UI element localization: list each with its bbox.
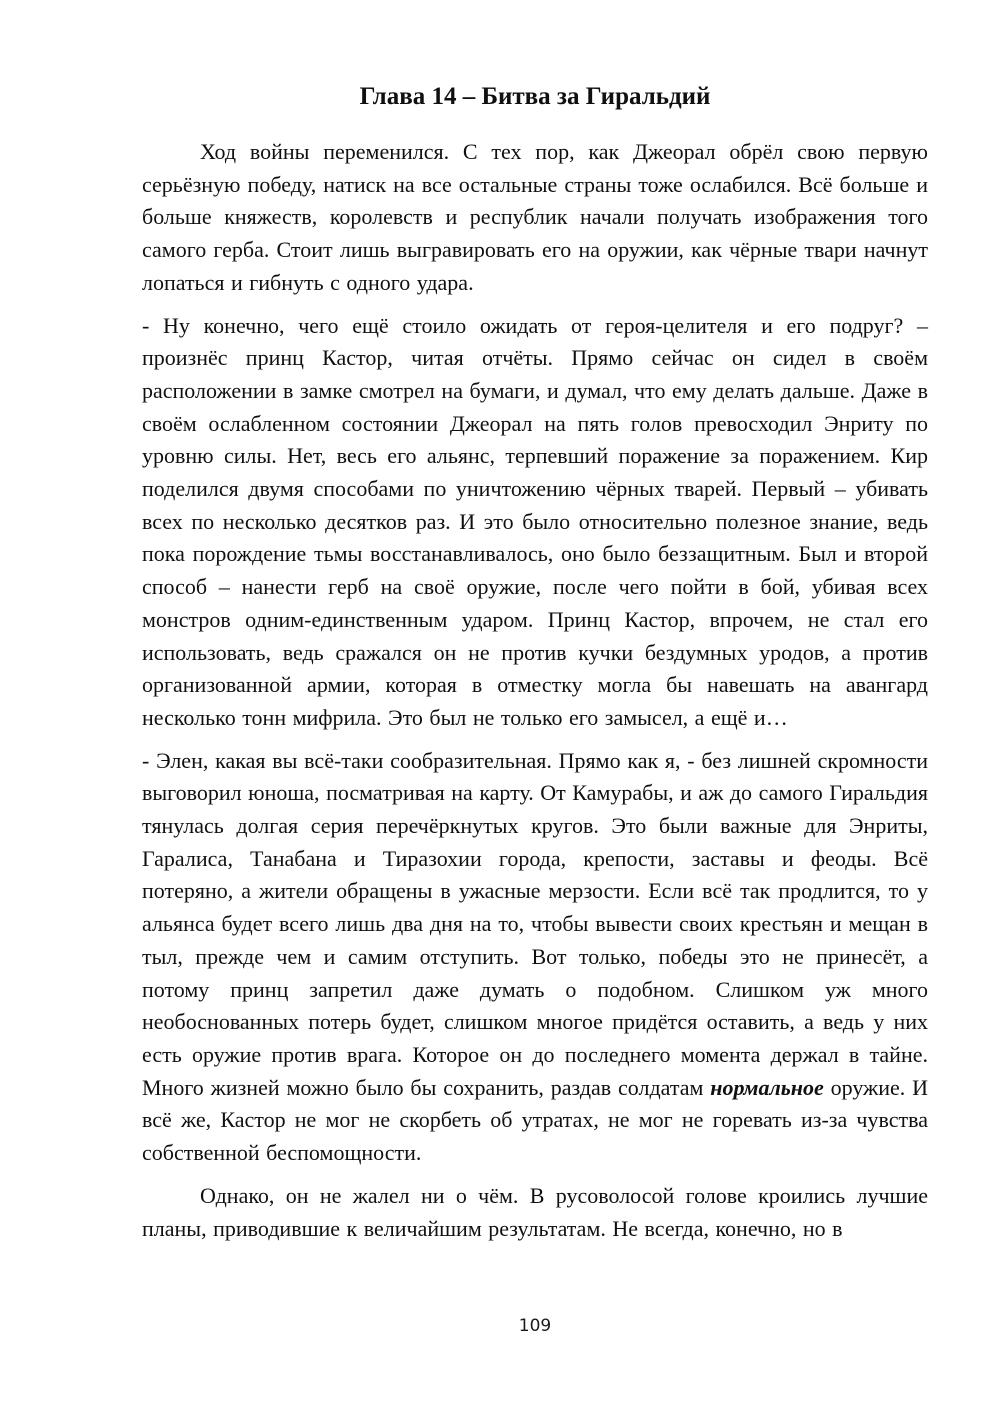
- paragraph-1: Ход войны переменился. С тех пор, как Джеорал обрёл свою первую серьёзную победу, натиск на все остальные страны тоже ослабился. Всё больше и больше княжеств, королевств и республик начали получать изображения того самого герба. Стоит лишь выгравировать его на оружии, как чёрные твари начнут лопаться и гибнуть с одного удара.: [142, 139, 928, 295]
- text-column: [142, 82, 928, 1255]
- page-number: 109: [518, 1316, 552, 1336]
- paragraph-3-text-after: оружие. И всё же, Кастор не мог не скорбеть об утратах, не мог не горевать из-за чувства собственной беспомощности.: [142, 1074, 929, 1166]
- paragraph-2: - Ну конечно, чего ещё стоило ожидать от героя-целителя и его подруг? – произнёс принц Кастор, читая отчёты. Прямо сейчас он сидел в своём расположении в замке смотрел на бумаги, и думал, что ему делать дальше. Даже в своём ослабленном состоянии Джеорал на пять голов превосходил Энриту по уровню силы. Нет, весь его альянс, терпевший поражение за поражением. Кир поделился двумя способами по уничтожению чёрных тварей. Первый – убивать всех по несколько десятков раз. И это было относительно полезное знание, ведь пока порождение тьмы восстанавливалось, оно было беззащитным. Был и второй способ – нанести герб на своё оружие, после чего пойти в бой, убивая всех монстров одним-единственным ударом. Принц Кастор, впрочем, не стал его использовать, ведь сражался он не против кучки бездумных уродов, а против организованной армии, которая в отместку могла бы навешать на авангард несколько тонн мифрила. Это был не только его замысел, а ещё и…: [142, 312, 928, 730]
- emphasized-word: нормальное: [710, 1074, 824, 1100]
- paragraph-3: [142, 745, 928, 1170]
- paragraph-4: Однако, он не жалел ни о чём. В русоволосой голове кроились лучшие планы, приводившие к величайшим результатам. Не всегда, конечно, но в: [142, 1182, 928, 1241]
- paragraph-3-text-before: - Элен, какая вы всё-таки сообразительная. Прямо как я, - без лишней скромности выговорил юноша, посматривая на карту. От Камурабы, и аж до самого Гиральдия тянулась долгая серия перечёркнутых кругов. Это были важные для Энриты, Гаралиса, Танабана и Тиразохии города, крепости, заставы и феоды. Всё потеряно, а жители обращены в ужасные мерзости. Если всё так продлится, то у альянса будет всего лишь два дня на то, чтобы вывести своих крестьян и мещан в тыл, прежде чем и самим отступить. Вот только, победы это не принесёт, а потому принц запретил даже думать о подобном. Слишком уж много необоснованных потерь будет, слишком многое придётся оставить, а ведь у них есть оружие против врага. Которое он до последнего момента держал в тайне. Много жизней можно было бы сохранить, раздав солдатам: [142, 747, 928, 1100]
- chapter-title: Глава 14 – Битва за Гиральдий: [359, 83, 711, 110]
